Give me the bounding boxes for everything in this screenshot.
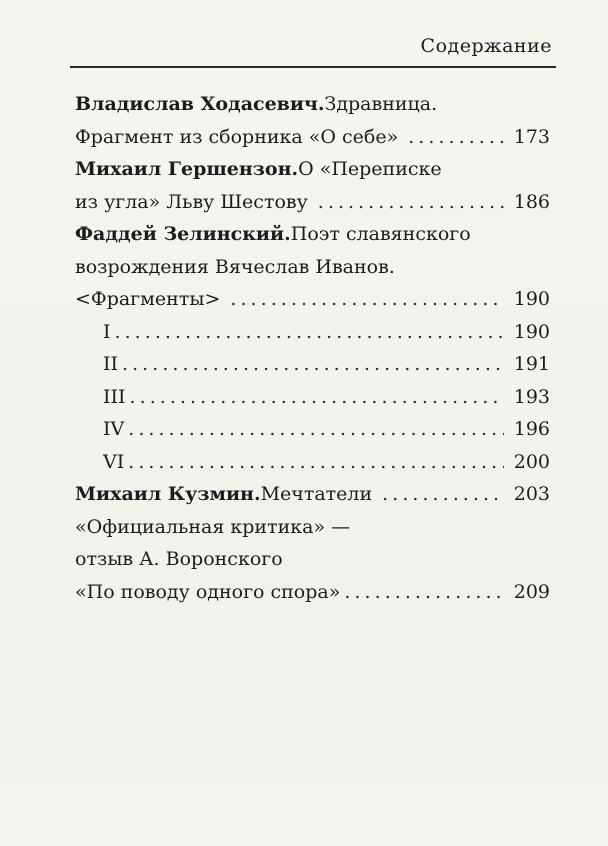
page-number: 190: [513, 288, 550, 310]
dot-leader: [115, 316, 504, 349]
toc-entry-zelinsky-line1: [75, 218, 550, 251]
page-number: 193: [513, 385, 550, 408]
header-rule: [70, 66, 556, 68]
page-number: 203: [513, 483, 550, 505]
entry-title-cont: «По поводу одного спора»: [75, 580, 341, 603]
dot-leader: [128, 413, 504, 446]
dot-leader: [128, 446, 504, 479]
toc-subentry-vi[interactable]: [75, 446, 550, 479]
author-name: Владислав Ходасевич.: [75, 93, 325, 115]
toc-subentry-iii[interactable]: [75, 381, 550, 414]
dot-leader: [344, 576, 504, 609]
entry-title-cont: возрождения Вячеслав Иванов.: [75, 255, 395, 278]
subentry-label: III: [103, 385, 126, 408]
entry-subtitle: <Фрагменты>: [75, 288, 221, 310]
toc-entry-khodasevich-line2[interactable]: [75, 121, 550, 154]
toc-entry-zelinsky-line2: [75, 251, 550, 284]
subentry-label: VI: [103, 450, 125, 473]
entry-title: О «Переписке: [298, 158, 442, 180]
page-number: 209: [513, 580, 550, 603]
author-name: Михаил Гершензон.: [75, 158, 299, 180]
page-number: 186: [513, 190, 550, 213]
page-number: 191: [513, 353, 550, 375]
dot-leader: [318, 186, 504, 219]
table-of-contents: [75, 88, 550, 608]
dot-leader: [408, 121, 504, 154]
entry-title: Здравница.: [324, 93, 438, 115]
subentry-label: I: [103, 320, 111, 343]
entry-title: Поэт славянского: [290, 223, 471, 245]
page-number: 173: [513, 125, 550, 148]
dot-leader: [130, 381, 504, 414]
toc-entry-khodasevich-line1: [75, 88, 550, 121]
toc-subentry-iv[interactable]: [75, 413, 550, 446]
toc-subentry-ii[interactable]: [75, 348, 550, 381]
dot-leader: [382, 478, 504, 511]
entry-title: Мечтатели: [260, 483, 373, 505]
author-name: Фаддей Зелинский.: [75, 223, 291, 245]
toc-entry-gershenzon-line1: [75, 153, 550, 186]
page-number: 196: [513, 418, 550, 440]
author-name: Михаил Кузмин.: [75, 483, 261, 505]
page-number: 190: [513, 320, 550, 343]
toc-entry-kuzmin-line1[interactable]: [75, 478, 550, 511]
subentry-label: IV: [103, 418, 125, 440]
entry-title-cont: Фрагмент из сборника «О себе»: [75, 125, 399, 148]
toc-subentry-i[interactable]: [75, 316, 550, 349]
entry-title-cont: «Официальная критика» —: [75, 515, 351, 538]
running-head-title: Содержание: [420, 35, 552, 57]
toc-entry-kuzmin-line4[interactable]: [75, 576, 550, 609]
toc-entry-kuzmin-line2: [75, 511, 550, 544]
toc-entry-gershenzon-line2[interactable]: [75, 186, 550, 219]
dot-leader: [122, 348, 504, 381]
toc-entry-kuzmin-line3: [75, 543, 550, 576]
subentry-label: II: [103, 353, 119, 375]
entry-title-cont: отзыв А. Воронского: [75, 548, 283, 570]
dot-leader: [230, 283, 504, 316]
entry-title-cont: из угла» Льву Шестову: [75, 190, 308, 213]
toc-entry-zelinsky-fragments[interactable]: [75, 283, 550, 316]
page-number: 200: [513, 450, 550, 473]
